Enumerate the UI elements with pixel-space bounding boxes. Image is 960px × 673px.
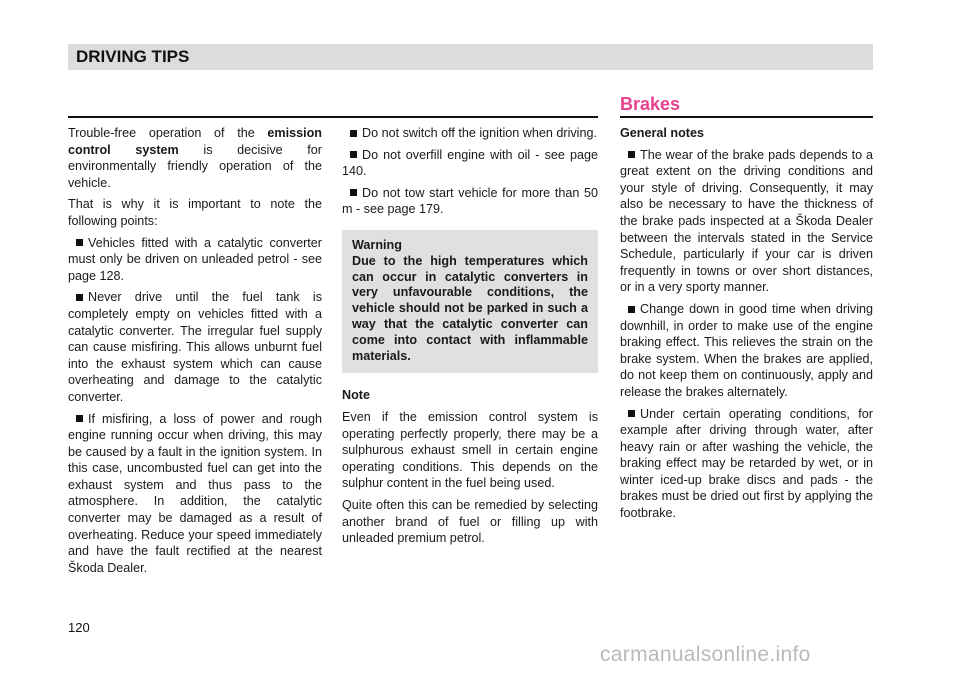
bullet-square-icon [350,189,357,196]
intro-paragraph [68,125,322,191]
bullet-text: Under certain operating conditions, for example after driving through water, after heavy rain or after washing the vehicle, the braking effect may be retarded by wet, or in winter iced-up brake discs and pads - the brakes must be dried out first by applying the footbrake. [620,406,873,521]
header-bar [68,44,873,70]
middle-column [342,125,598,552]
left-divider [68,116,598,118]
bullet-item [342,185,598,218]
bullet-square-icon [76,239,83,246]
right-divider [620,116,873,118]
intro-prefix: Trouble-free operation of the [68,126,268,140]
bullet-item [620,406,873,522]
bullet-square-icon [628,306,635,313]
bullet-text: Change down in good time when driving downhill, in order to make use of the engine braking effect. This relieves the strain on the brake system. When the brakes are applied, do not keep them on continuously, apply and release the brakes alternately. [620,301,873,399]
watermark: carmanualsonline.info [600,643,811,666]
intro-emphasis: emission control system [68,126,322,157]
bullet-item [68,289,322,405]
bullet-item [342,125,598,142]
bullet-square-icon [350,130,357,137]
bullet-text: Do not overfill engine with oil - see page 140. [342,147,598,179]
warning-text: Due to the high temperatures which can occur in catalytic converters in very unfavourable conditions, the vehicle should not be parked in such a way that the catalytic converter can come into contact with inflammable materials. [352,253,588,363]
note-title: Note [342,388,370,403]
bullet-text: If misfiring, a loss of power and rough engine running occur when driving, this may be caused by a fault in the ignition system. In this case, uncombusted fuel can get into the exhaust system and thus pass to the atmosphere. In addition, the catalytic converter may be damaged as a result of overheating. Reduce your speed immediately and have the fault rectified at the nearest Škoda Dealer. [68,411,322,575]
warning-box [342,230,598,373]
bullet-square-icon [350,151,357,158]
bullet-square-icon [76,415,83,422]
bullet-item [620,301,873,401]
intro-suffix: is decisive for environmentally friendly operation of the vehicle. [68,142,322,190]
bullet-square-icon [76,294,83,301]
paragraph: That is why it is important to note the following points: [68,197,322,228]
bullet-item [620,147,873,296]
section-title: Brakes [620,94,681,114]
note-paragraph: Even if the emission control system is operating perfectly properly, there may be a sulphurous exhaust smell in certain engine operating conditions. This depends on the sulphur content in the fuel being used. [342,409,598,491]
page-number: 120 [68,620,90,635]
left-column [68,125,322,581]
bullet-item [342,147,598,180]
general-notes-title: General notes [620,126,704,140]
note-paragraph: Quite often this can be remedied by selecting another brand of fuel or filling up with unleaded premium petrol. [342,497,598,546]
bullet-item [68,235,322,285]
bullet-text: Do not tow start vehicle for more than 50 m - see page 179. [342,185,598,217]
right-column [620,125,873,527]
bullet-text: Never drive until the fuel tank is completely empty on vehicles fitted with a catalytic converter. The irregular fuel supply can cause misfiring. This allows unburnt fuel into the exhaust system which can cause overheating and damage to the catalytic converter. [68,290,322,404]
bullet-square-icon [628,151,635,158]
header-title: DRIVING TIPS [76,47,190,66]
bullet-text: The wear of the brake pads depends to a great extent on the driving conditions and your style of driving. Consequently, it may also be necessary to have the thickness of the brake pads inspected at a Škoda Dealer between the intervals stated in the Service Schedule, particularly if your car is driven frequently in towns or over short distances, or in a very sporty manner. [620,147,873,295]
bullet-text: Do not switch off the ignition when driving. [362,126,597,140]
bullet-square-icon [628,410,635,417]
bullet-text: Vehicles fitted with a catalytic converter must only be driven on unleaded petrol - see page 128. [68,235,322,283]
bullet-item [68,411,322,577]
warning-title: Warning [352,237,402,252]
